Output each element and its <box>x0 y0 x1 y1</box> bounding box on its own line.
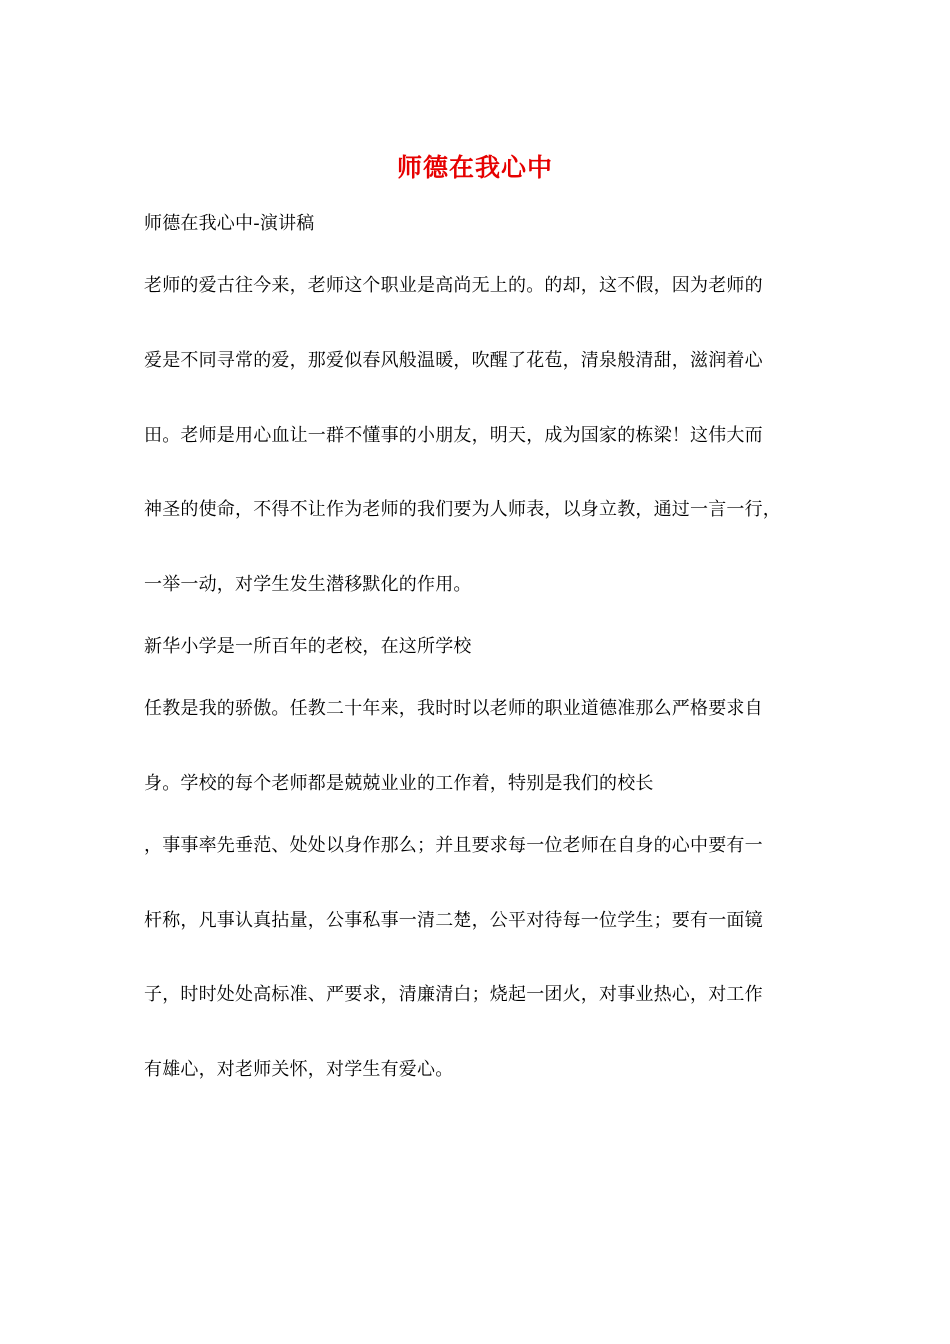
body-line: 新华小学是一所百年的老校，在这所学校 <box>144 636 472 657</box>
document-title: 师德在我心中 <box>396 153 553 182</box>
document-subtitle: 师德在我心中-演讲稿 <box>144 213 315 234</box>
body-line: 杆称，凡事认真拈量，公事私事一清二楚，公平对待每一位学生；要有一面镜 <box>144 910 763 931</box>
body-line: 任教是我的骄傲。任教二十年来，我时时以老师的职业道德准那么严格要求自 <box>144 698 763 719</box>
body-line: 子，时时处处高标准、严要求，清廉清白；烧起一团火，对事业热心，对工作 <box>144 984 763 1005</box>
body-line: 身。学校的每个老师都是兢兢业业的工作着，特别是我们的校长 <box>144 773 654 794</box>
body-line: ，事事率先垂范、处处以身作那么；并且要求每一位老师在自身的心中要有一 <box>144 835 763 856</box>
body-line: 一举一动，对学生发生潜移默化的作用。 <box>144 574 472 595</box>
body-line: 爱是不同寻常的爱，那爱似春风般温暖，吹醒了花苞，清泉般清甜，滋润着心 <box>144 350 763 371</box>
body-line: 田。老师是用心血让一群不懂事的小朋友，明天，成为国家的栋梁！这伟大而 <box>144 425 763 446</box>
body-line: 神圣的使命，不得不让作为老师的我们要为人师表，以身立教，通过一言一行， <box>144 499 781 520</box>
body-line: 老师的爱古往今来，老师这个职业是高尚无上的。的却，这不假，因为老师的 <box>144 275 763 296</box>
body-line: 有雄心，对老师关怀，对学生有爱心。 <box>144 1059 454 1080</box>
